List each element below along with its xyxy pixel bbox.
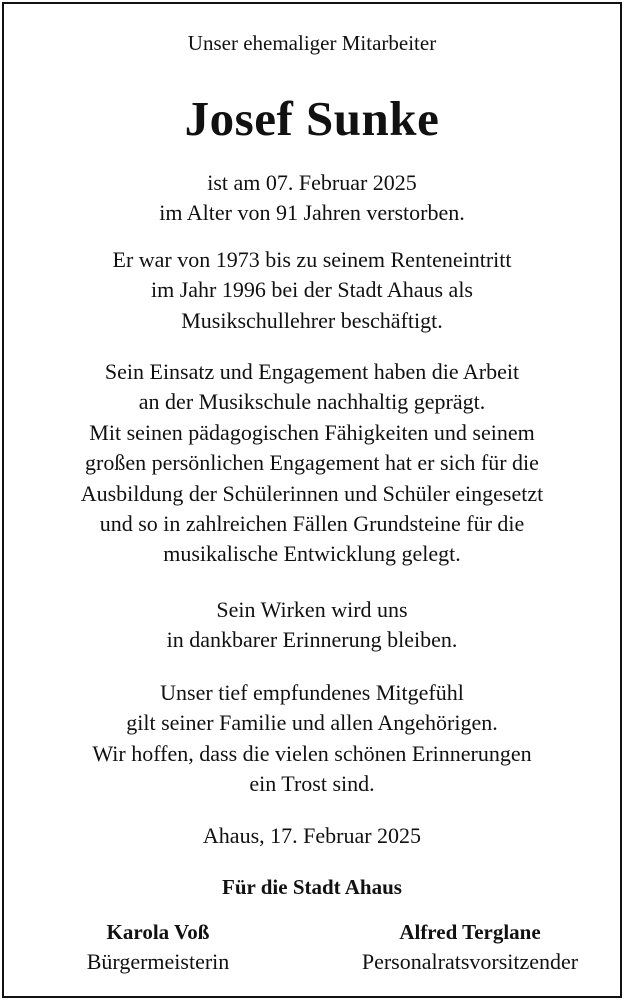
career-line: Er war von 1973 bis zu seinem Renteneintritt [112,247,512,272]
career-line: Musikschullehrer beschäftigt. [181,307,443,333]
signatory-left [58,917,258,977]
condolence-paragraph [4,678,620,800]
signatory-name: Alfred Terglane [399,920,541,944]
intro-text: Unser ehemaliger Mitarbeiter [187,31,437,55]
condolence-line: Unser tief empfundenes Mitgefühl [160,680,464,705]
memory-paragraph [4,595,620,656]
place-date: Ahaus, 17. Februar 2025 [202,823,422,848]
career-paragraph [4,245,620,336]
tribute-line: an der Musikschule nachhaltig geprägt. [138,389,486,415]
career-line: im Jahr 1996 bei der Stadt Ahaus als [150,277,473,303]
death-line: im Alter von 91 Jahren verstorben. [159,200,465,226]
signatory-right [332,917,608,977]
tribute-line: Sein Einsatz und Engagement haben die Arbeit [104,359,520,384]
tribute-line: und so in zahlreichen Fällen Grundsteine für die [99,511,525,537]
deceased-name: Josef Sunke [184,91,440,146]
tribute-paragraph [4,357,620,570]
signatory-role: Personalratsvorsitzender [361,949,579,974]
signatory-role: Bürgermeisterin [86,949,230,974]
condolence-line: gilt seiner Familie und allen Angehörigen. [126,710,498,736]
condolence-line: Wir hoffen, dass die vielen schönen Erinnerungen [92,740,532,766]
tribute-line: musikalische Entwicklung gelegt. [163,541,461,567]
memory-line: in dankbarer Erinnerung bleiben. [166,627,458,653]
death-paragraph [4,168,620,229]
tribute-line: Ausbildung der Schülerinnen und Schüler eingesetzt [80,480,544,506]
tribute-line: großen persönlichen Engagement hat er sich für die [85,450,539,476]
tribute-line: Mit seinen pädagogischen Fähigkeiten und seinem [89,419,535,445]
obituary-notice [2,2,622,998]
signatory-name: Karola Voß [106,920,210,944]
memory-line: Sein Wirken wird uns [216,597,408,622]
organization-name: Für die Stadt Ahaus [222,875,402,899]
death-line: ist am 07. Februar 2025 [207,170,417,195]
condolence-line: ein Trost sind. [249,771,375,797]
